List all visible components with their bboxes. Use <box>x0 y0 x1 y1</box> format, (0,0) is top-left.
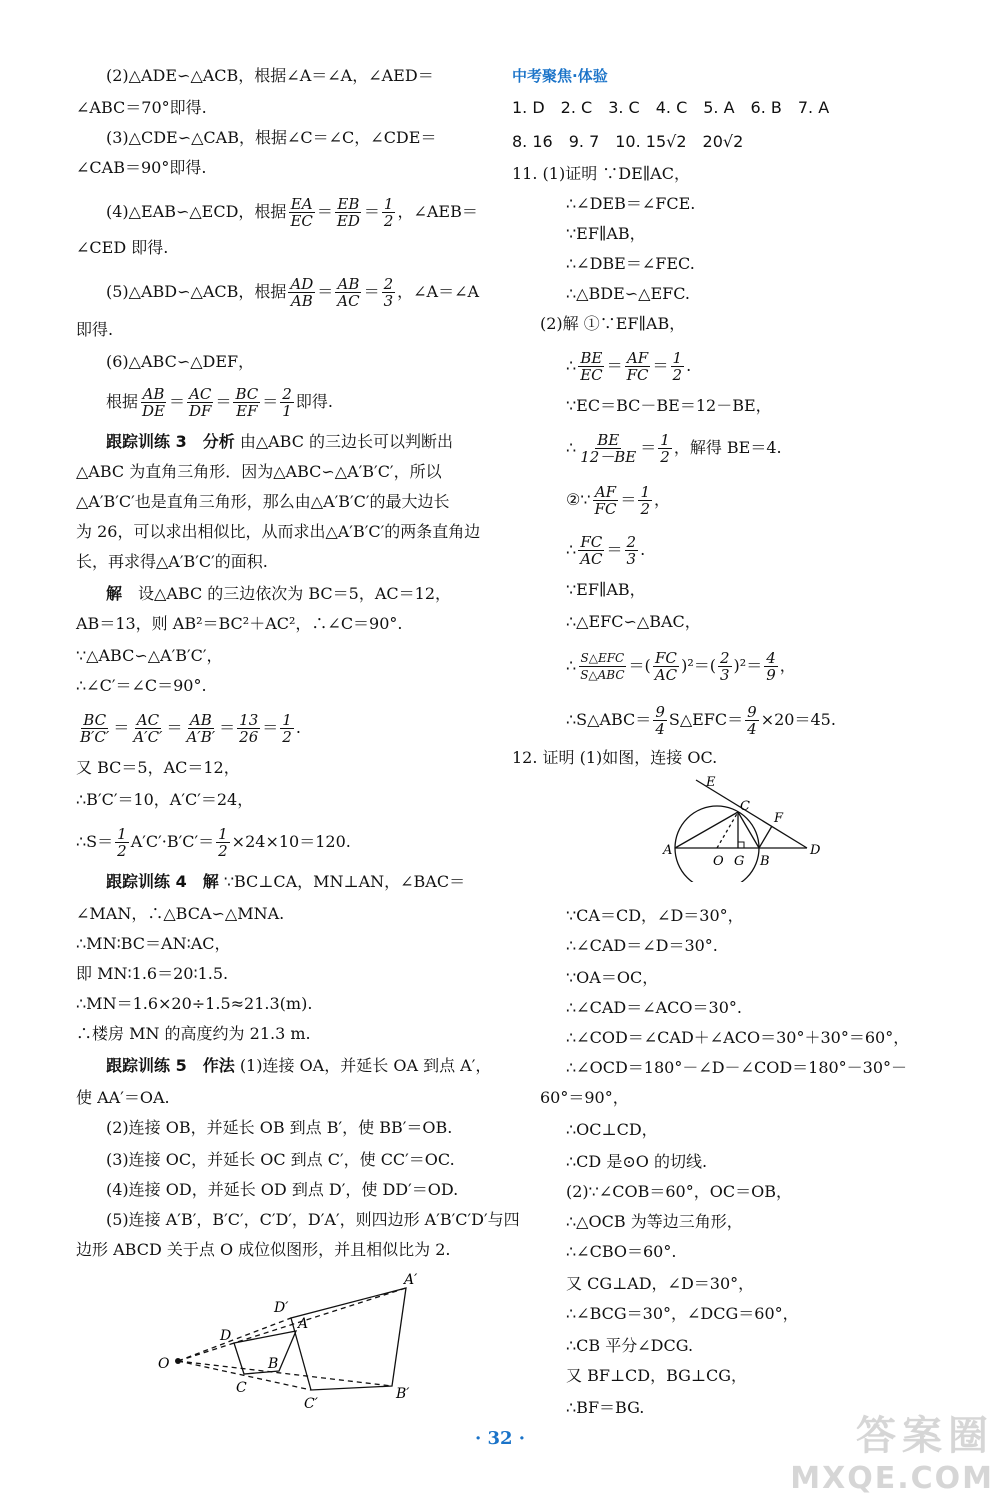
fraction: $\frac{BC}{EF}$ <box>235 385 259 420</box>
fraction: $\frac{1}{2}$ <box>660 431 670 466</box>
text-line: 跟踪训练 5 作法 (1)连接 OA，并延长 OA 到点 A′， <box>106 1056 492 1075</box>
fraction: $\frac{13}{26}$ <box>239 711 259 746</box>
watermark-logo-text: 答案圈 <box>856 1413 994 1459</box>
text-line: (4)△EAB∽△ECD，根据 $\frac{EA}{EC}$ ＝ $\frac{EB}{ED}$ ＝ $\frac{1}{2}$ ，∠AEB＝ <box>106 195 478 230</box>
label-d: D <box>810 843 821 858</box>
fraction: $\frac{BC}{B'C'}$ <box>80 711 110 746</box>
fraction: $\frac{EA}{EC}$ <box>290 195 313 230</box>
fraction: $\frac{2}{1}$ <box>282 385 292 420</box>
text-line: ∵OA＝OC， <box>566 968 659 987</box>
text-line: ∵EF∥AB， <box>566 224 646 243</box>
text-line: 又 BF⊥CD，BG⊥CG， <box>566 1366 747 1385</box>
fraction: $\frac{AC}{A'C'}$ <box>133 711 163 746</box>
text-line: 又 CG⊥AD，∠D＝30°， <box>566 1274 755 1293</box>
fraction: $\frac{FC}{AC}$ <box>654 649 678 684</box>
text-line: ∴∠COD＝∠CAD＋∠ACO＝30°＋30°＝60°， <box>566 1028 910 1047</box>
fraction: $\frac{AF}{FC}$ <box>594 483 617 518</box>
text-line: ∠ABC＝70°即得. <box>76 98 207 117</box>
text-line: ∵EF∥AB， <box>566 580 646 599</box>
label-b-prime: B′ <box>396 1386 410 1402</box>
text-line: ∴∠C′＝∠C＝90°. <box>76 676 207 695</box>
text-line: ∴S△ABC＝ $\frac{9}{4}$ S△EFC＝ $\frac{9}{4}$ ×20＝45. <box>566 703 836 738</box>
text-line: (6)△ABC∽△DEF， <box>106 352 255 371</box>
text-line: (2)△ADE∽△ACB，根据∠A＝∠A，∠AED＝ <box>106 66 434 85</box>
text-line: ∴△BDE∽△EFC. <box>566 284 690 303</box>
text-line: ∴ $\frac{BE}{EC}$ ＝ $\frac{AF}{FC}$ ＝ $\frac{1}{2}$ . <box>566 349 692 384</box>
text-line: ∴BF＝BG. <box>566 1398 645 1417</box>
label-g: G <box>734 854 745 869</box>
text-line: ∴△EFC∽△BAC， <box>566 612 701 631</box>
fraction: $\frac{2}{3}$ <box>383 275 394 310</box>
label-e: E <box>706 775 716 790</box>
fraction: $\frac{1}{2}$ <box>672 349 683 384</box>
point-o <box>175 1358 181 1364</box>
label-o: O <box>158 1356 170 1372</box>
label-c: C <box>236 1380 247 1396</box>
fraction: $\frac{1}{2}$ <box>218 825 228 860</box>
fraction: $\frac{9}{4}$ <box>747 703 757 738</box>
fraction: $\frac{\text{S△EFC}}{\text{S△ABC}}$ <box>580 651 625 682</box>
line-bf <box>759 826 772 848</box>
text-line: 8. 16 9. 7 10. 15√2 20√2 <box>512 132 744 151</box>
text-line: ∴ $\frac{FC}{AC}$ ＝ $\frac{2}{3}$ . <box>566 533 646 568</box>
fraction: $\frac{FC}{AC}$ <box>580 533 603 568</box>
circle-tangent-figure <box>662 770 832 882</box>
label-d-prime: D′ <box>274 1300 289 1316</box>
text-line: (5)连接 A′B′，B′C′，C′D′，D′A′，则四边形 A′B′C′D′与四 <box>106 1210 520 1229</box>
text-line: 根据 $\frac{AB}{DE}$ ＝ $\frac{AC}{DF}$ ＝ $\frac{BC}{EF}$ ＝ $\frac{2}{1}$ 即得. <box>106 385 333 420</box>
text-line: ∴∠DBE＝∠FEC. <box>566 254 695 273</box>
fraction: $\frac{2}{3}$ <box>720 649 730 684</box>
text-line: 跟踪训练 3 分析 由△ABC 的三边长可以判断出 <box>106 432 454 451</box>
fraction: $\frac{AC}{DF}$ <box>189 385 212 420</box>
text-line: △ABC 为直角三角形．因为△ABC∽△A′B′C′，所以 <box>76 462 442 481</box>
fraction: $\frac{9}{4}$ <box>655 703 665 738</box>
circle-o <box>675 806 759 882</box>
text-line: ∴ $\frac{BE}{12-BE}$ ＝ $\frac{1}{2}$ ，解得 BE＝4. <box>566 431 782 466</box>
fraction: $\frac{BE}{12-BE}$ <box>580 431 637 466</box>
text-line: 为 26，可以求出相似比，从而求出△A′B′C′的两条直角边 <box>76 522 481 541</box>
label-f: F <box>774 811 784 826</box>
fraction: $\frac{4}{9}$ <box>766 649 776 684</box>
label-d: D <box>220 1328 232 1344</box>
text-line: (3)△CDE∽△CAB，根据∠C＝∠C，∠CDE＝ <box>106 128 437 147</box>
text-line: AB＝13，则 AB²＝BC²＋AC²，∴∠C＝90°. <box>76 614 403 633</box>
line-ac <box>675 812 738 848</box>
text-line: ∵EC＝BC－BE＝12－BE， <box>566 396 772 415</box>
label-a-prime: A′ <box>404 1272 418 1288</box>
text-line: ∴CB 平分∠DCG. <box>566 1336 694 1355</box>
label-a: A <box>663 843 673 858</box>
label-o: O <box>713 854 724 869</box>
fraction: $\frac{BE}{EC}$ <box>580 349 603 384</box>
text-line: ∴∠CAD＝∠ACO＝30°. <box>566 998 742 1017</box>
text-line: $\frac{BC}{B'C'}$ ＝ $\frac{AC}{A'C'}$ ＝ $\frac{AB}{A'B'}$ ＝ $\frac{13}{26}$ ＝ $\frac{1}{2}$ . <box>80 711 301 746</box>
label-c: C <box>740 799 750 814</box>
fraction: $\frac{AB}{A'B'}$ <box>186 711 216 746</box>
text-line: 12. 证明 (1)如图，连接 OC. <box>512 748 718 767</box>
text-line: 又 BC＝5，AC＝12， <box>76 758 240 777</box>
fraction: $\frac{1}{2}$ <box>640 483 650 518</box>
text-line: ∴CD 是⊙O 的切线. <box>566 1152 708 1171</box>
homothety-figure <box>156 1268 456 1418</box>
quad-prime <box>291 1288 406 1390</box>
text-line: ∠CED 即得. <box>76 238 169 257</box>
text-line: 边形 ABCD 关于点 O 成位似图形，并且相似比为 2. <box>76 1240 451 1259</box>
text-line: ∴△OCB 为等边三角形， <box>566 1212 743 1231</box>
text-line: ∴B′C′＝10，A′C′＝24， <box>76 790 254 809</box>
label-b: B <box>760 854 770 869</box>
text-line: ∵CA＝CD，∠D＝30°， <box>566 906 744 925</box>
text-line: (5)△ABD∽△ACB，根据 $\frac{AD}{AB}$ ＝ $\frac{AB}{AC}$ ＝ $\frac{2}{3}$ ，∠A＝∠A <box>106 275 480 310</box>
text-line: 即 MN∶1.6＝20∶1.5. <box>76 964 229 983</box>
text-line: ∴ $\frac{\text{S△EFC}}{\text{S△ABC}}$ ＝( $\frac{FC}{AC}$ )²＝( $\frac{2}{3}$ )²＝ $\frac{4}{9}$ ， <box>566 649 796 684</box>
fraction: $\frac{2}{3}$ <box>626 533 637 568</box>
text-line: ∴∠CAD＝∠D＝30°. <box>566 936 718 955</box>
tangent-line <box>696 780 807 848</box>
watermark-url: MXQE.COM <box>790 1461 994 1496</box>
text-line: 解 设△ABC 的三边依次为 BC＝5，AC＝12， <box>106 584 451 603</box>
fraction: $\frac{1}{2}$ <box>117 825 127 860</box>
text-line: ∠MAN，∴△BCA∽△MNA. <box>76 904 285 923</box>
text-line: △A′B′C′也是直角三角形，那么由△A′B′C′的最大边长 <box>76 492 450 511</box>
text-line: (2)连接 OB，并延长 OB 到点 B′，使 BB′＝OB. <box>106 1118 453 1137</box>
text-line: ∵△ABC∽△A′B′C′， <box>76 646 223 665</box>
fraction: $\frac{AB}{DE}$ <box>142 385 165 420</box>
quad-abcd <box>234 1331 296 1374</box>
text-line: 1. D 2. C 3. C 4. C 5. A 6. B 7. A <box>512 98 830 117</box>
text-line: ∴S＝ $\frac{1}{2}$ A′C′·B′C′＝ $\frac{1}{2}$ ×24×10＝120. <box>76 825 351 860</box>
label-a: A <box>298 1316 309 1332</box>
watermark <box>790 1404 994 1496</box>
text-line: 使 AA′＝OA. <box>76 1088 170 1107</box>
text-line: ∴MN∶BC＝AN∶AC， <box>76 934 231 953</box>
text-line: ∴楼房 MN 的高度约为 21.3 m. <box>76 1024 311 1043</box>
text-line: 11. (1)证明 ∵DE∥AC， <box>512 164 690 183</box>
text-line: 跟踪训练 4 解 ∵BC⊥CA，MN⊥AN，∠BAC＝ <box>106 872 466 891</box>
text-line: ∴OC⊥CD， <box>566 1120 658 1139</box>
label-c-prime: C′ <box>304 1396 318 1412</box>
text-span: (4)△EAB∽△ECD，根据 <box>106 202 287 221</box>
fraction: $\frac{AF}{FC}$ <box>626 349 649 384</box>
fraction: $\frac{1}{2}$ <box>383 195 394 230</box>
fraction: $\frac{AD}{AB}$ <box>290 275 314 310</box>
fraction: $\frac{1}{2}$ <box>282 711 292 746</box>
text-line: 60°＝90°， <box>540 1088 629 1107</box>
fraction: $\frac{EB}{ED}$ <box>336 195 360 230</box>
text-line: ∠CAB＝90°即得. <box>76 158 207 177</box>
label-b: B <box>268 1356 279 1372</box>
text-line: (3)连接 OC，并延长 OC 到点 C′，使 CC′＝OC. <box>106 1150 455 1169</box>
fraction: $\frac{AB}{AC}$ <box>337 275 360 310</box>
text-line: ∴∠BCG＝30°，∠DCG＝60°， <box>566 1304 799 1323</box>
text-line: 即得. <box>76 320 114 339</box>
text-line: (2)解 ①∵EF∥AB， <box>540 314 686 333</box>
text-line: ∴∠DEB＝∠FCE. <box>566 194 696 213</box>
text-line: ∴MN＝1.6×20÷1.5≈21.3(m). <box>76 994 313 1013</box>
text-line: ∴∠OCD＝180°－∠D－∠COD＝180°－30°－ <box>566 1058 908 1077</box>
text-line: 长，再求得△A′B′C′的面积. <box>76 552 268 571</box>
page-number: · 32 · <box>474 1428 526 1449</box>
text-line: (4)连接 OD，并延长 OD 到点 D′，使 DD′＝OD. <box>106 1180 459 1199</box>
text-line: ②∵ $\frac{AF}{FC}$ ＝ $\frac{1}{2}$ ， <box>566 483 670 518</box>
text-line: (2)∵∠COB＝60°，OC＝OB， <box>566 1182 792 1201</box>
text-line: ∴∠CBO＝60°. <box>566 1242 677 1261</box>
section-heading: 中考聚焦·体验 <box>512 67 608 85</box>
